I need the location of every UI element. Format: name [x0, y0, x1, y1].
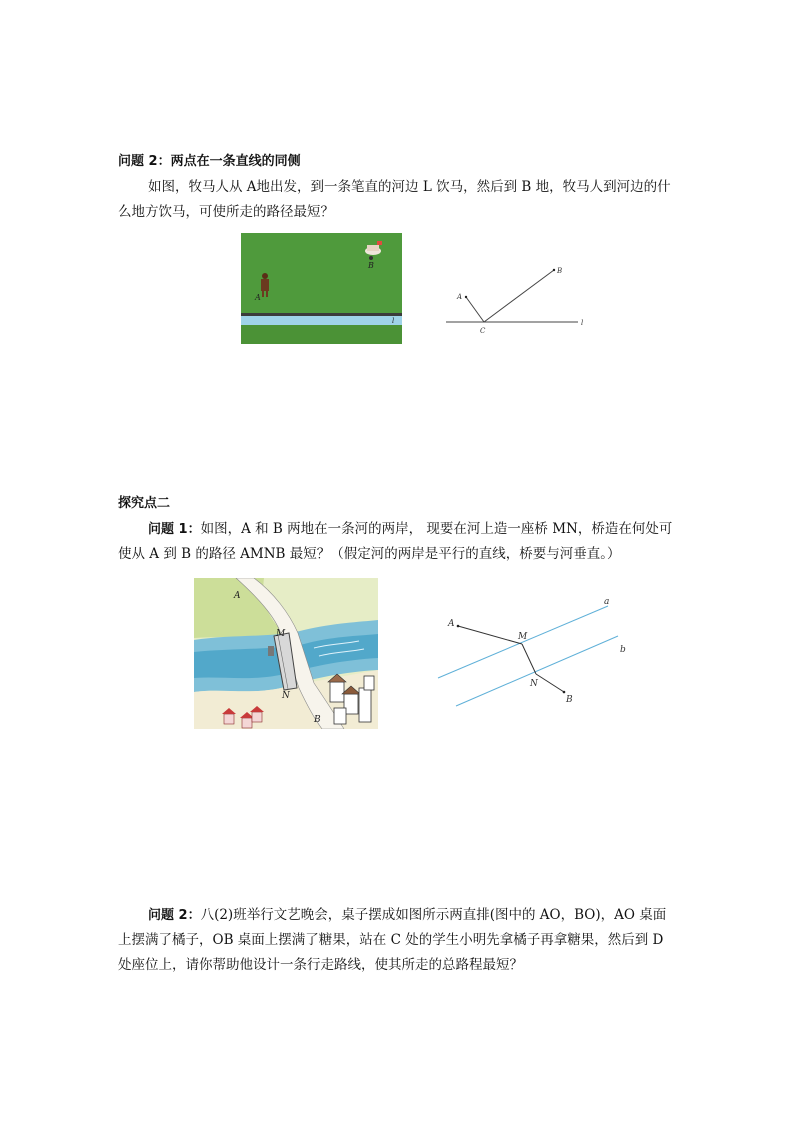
diagram-label-c: C — [480, 327, 486, 335]
q1-text-line1-content: 如图，A 和 B 两地在一条河的两岸， 现要在河上造一座桥 MN，桥造在何处可 — [200, 521, 673, 537]
line-b — [456, 636, 618, 706]
q1-label: 问题 1： — [148, 522, 201, 537]
q1-text-line1 — [148, 517, 688, 542]
bridge-map — [194, 578, 378, 729]
point-b — [553, 269, 555, 271]
diagram2-label-a: A — [448, 619, 455, 629]
photo-label-l: l — [392, 317, 395, 325]
diagram2-label-b: B — [566, 695, 573, 705]
diagram-label-a: A — [457, 293, 463, 301]
line-a — [438, 606, 608, 678]
s3-q2-line3: 处座位上，请你帮助他设计一条行走路线，使其所走的总路程最短？ — [118, 957, 523, 973]
s3-q2-line1-content: 八(2)班举行文艺晚会，桌子摆成如图所示两直排(图中的 AO，BO)，AO 桌面 — [200, 907, 667, 923]
s3-q2-label: 问题 2： — [148, 908, 201, 923]
bridge-diagram — [436, 596, 636, 710]
photo-label-b: B — [368, 261, 374, 270]
s3-q2-line2: 上摆满了橘子，OB 桌面上摆满了糖果，站在 C 处的学生小明先拿橘子再拿糖果，然后到 D — [118, 932, 664, 948]
segment-nb — [536, 674, 564, 692]
q1-text-line2: 使从 A 到 B 的路径 AMNB 最短？（假定河的两岸是平行的直线，桥要与河垂直。） — [118, 546, 621, 562]
q2-text-line1: 如图，牧马人从 A地出发，到一条笔直的河边 L 饮马，然后到 B 地，牧马人到河边的什 — [148, 179, 671, 195]
reflection-diagram — [444, 262, 594, 338]
q2-title: 问题 2：两点在一条直线的同侧 — [118, 154, 301, 169]
s3-q2-line1 — [148, 903, 688, 928]
segment-ac — [466, 297, 484, 322]
map-label-m: M — [276, 629, 286, 639]
map-label-b: B — [314, 715, 321, 725]
segment-mn — [522, 644, 536, 674]
point-a — [457, 625, 460, 628]
photo-label-a: A — [255, 293, 261, 302]
diagram2-label-n: N — [530, 679, 538, 689]
diagram2-label-m: M — [518, 632, 528, 642]
herdsman-river-photo — [241, 233, 402, 344]
diagram-label-l: l — [581, 319, 584, 327]
diagram2-line-a-label: a — [604, 597, 610, 607]
diagram2-line-b-label: b — [620, 645, 626, 655]
q2-text-line2: 么地方饮马，可使所走的路径最短？ — [118, 204, 334, 220]
segment-cb — [484, 270, 554, 322]
map-label-a: A — [234, 591, 241, 601]
point-a — [465, 296, 467, 298]
diagram-label-b: B — [557, 267, 563, 275]
point-b — [563, 691, 566, 694]
section2-heading: 探究点二 — [118, 496, 171, 511]
segment-am — [458, 626, 522, 644]
map-label-n: N — [282, 691, 290, 701]
